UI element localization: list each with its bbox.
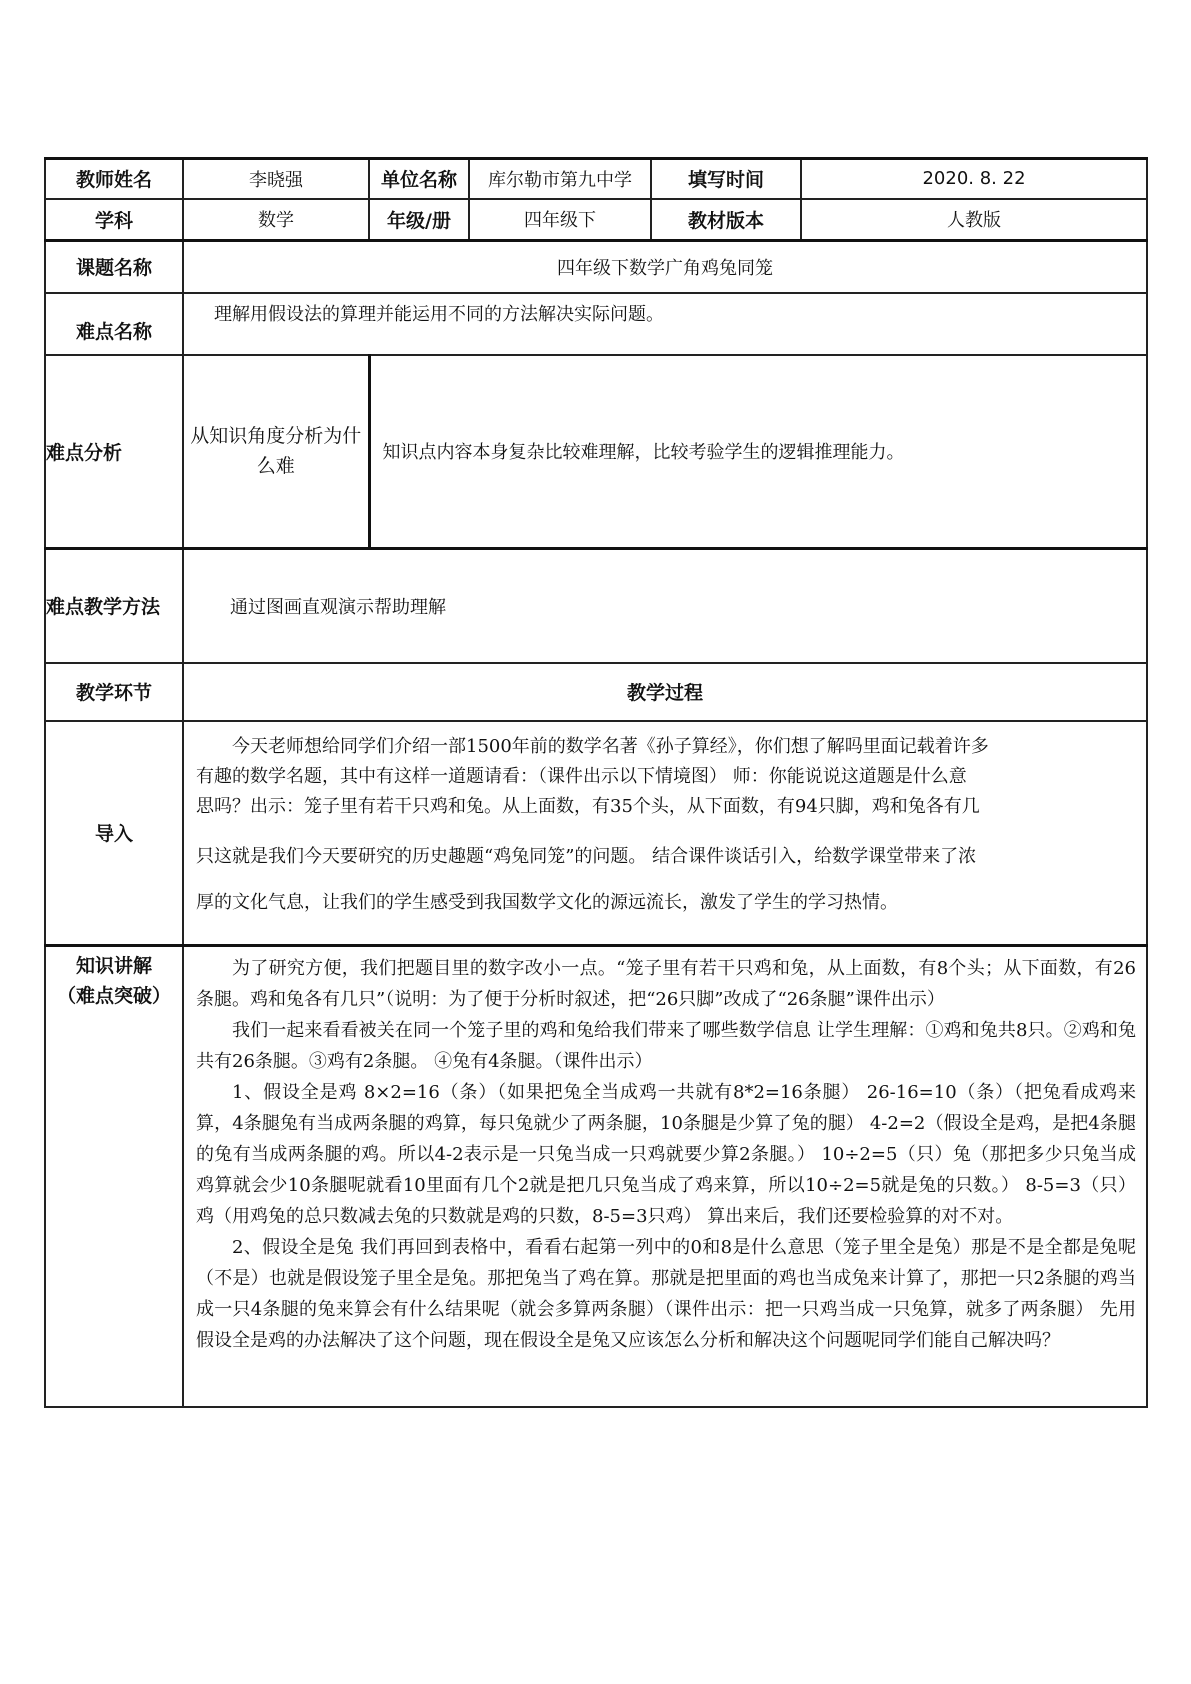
knowledge-paragraph: 2、假设全是兔 我们再回到表格中，看看右起第一列中的0和8是什么意思（笼子里全是兔）那是不是全都是兔呢（不是）也就是假设笼子里全是兔。那把兔当了鸡在算。那就是把里面的鸡也当成兔来计算了，那把一只2条腿的鸡当成一只4条腿的兔来算会有什么结果呢（就会多算两条腿）（课件出示：把一只鸡当成一只兔算，就多了两条腿） 先用假设全是鸡的办法解决了这个问题，现在假设全是兔又应该怎么分析和解决这个问题呢同学们能自己解决吗？ [196,1237,1136,1351]
subject-value: 数学 [183,199,369,241]
knowledge-paragraph: 我们一起来看看被关在同一个笼子里的鸡和兔给我们带来了哪些数学信息 让学生理解：①鸡和兔共8只。②鸡和兔共有26条腿。③鸡有2条腿。 ④兔有4条腿。（课件出示） [196,1020,1136,1072]
intro-line: 有趣的数学名题，其中有这样一道题请看：（课件出示以下情境图） 师：你能说说这道题是什么意 [196,765,967,787]
method-label: 难点教学方法 [45,549,183,663]
difficulty-value: 理解用假设法的算理并能运用不同的方法解决实际问题。 [183,293,1147,355]
unit-name-label: 单位名称 [369,159,469,199]
edition-value: 人教版 [801,199,1147,241]
intro-line: 厚的文化气息，让我们的学生感受到我国数学文化的源远流长，激发了学生的学习热情。 [196,891,898,913]
method-value: 通过图画直观演示帮助理解 [183,549,1147,663]
knowledge-label-line2: （难点突破） [56,985,171,1007]
difficulty-label: 难点名称 [45,293,183,355]
topic-label: 课题名称 [45,241,183,293]
knowledge-text [184,947,1146,1356]
intro-line: 只这就是我们今天要研究的历史趣题“鸡兔同笼”的问题。 结合课件谈话引入，给数学课堂带来了浓 [196,845,977,867]
grade-value: 四年级下 [469,199,651,241]
intro-cell [183,721,1147,946]
process-title: 教学过程 [183,663,1147,721]
analysis-label: 难点分析 [45,355,183,549]
intro-line: 思吗？出示：笼子里有若干只鸡和兔。从上面数，有35个头，从下面数，有94只脚，鸡和兔各有几 [196,795,980,817]
topic-value: 四年级下数学广角鸡兔同笼 [183,241,1147,293]
intro-label: 导入 [45,721,183,946]
lesson-table [44,157,1148,1408]
knowledge-paragraph: 为了研究方便，我们把题目里的数字改小一点。“笼子里有若干只鸡和兔，从上面数，有8个头；从下面数，有26条腿。鸡和兔各有几只”（说明：为了便于分析时叙述，把“26只脚”改成了“26条腿”课件出示） [196,958,1136,1010]
fill-date-value: 2020. 8. 22 [801,159,1147,199]
teacher-name-value: 李晓强 [183,159,369,199]
knowledge-cell [183,946,1147,1407]
knowledge-label-line1: 知识讲解 [75,955,152,977]
teacher-name-label: 教师姓名 [45,159,183,199]
unit-name-value: 库尔勒市第九中学 [469,159,651,199]
fill-date-label: 填写时间 [651,159,801,199]
analysis-value: 知识点内容本身复杂比较难理解，比较考验学生的逻辑推理能力。 [369,355,1147,549]
analysis-sub-label: 从知识角度分析为什么难 [183,355,369,549]
subject-label: 学科 [45,199,183,241]
intro-line: 今天老师想给同学们介绍一部1500年前的数学名著《孙子算经》，你们想了解吗里面记载着许多 [196,735,989,757]
process-step-label: 教学环节 [45,663,183,721]
knowledge-paragraph: 1、假设全是鸡 8×2=16（条）（如果把兔全当成鸡一共就有8*2=16条腿） 26-16=10（条）（把兔看成鸡来算，4条腿兔有当成两条腿的鸡算，每只兔就少了两条腿，10条腿是少算了兔的腿） 4-2=2（假设全是鸡，是把4条腿的兔有当成两条腿的鸡。所以4-2表示是一只兔当成一只鸡就要少算2条腿。） 10÷2=5（只）兔（那把多少只兔当成鸡算就会少10条腿呢就看10里面有几个2就是把几只兔当成了鸡来算，所以10÷2=5就是兔的只数。） 8-5=3（只）鸡（用鸡兔的总只数减去兔的只数就是鸡的只数，8-5=3只鸡） 算出来后，我们还要检验算的对不对。 [196,1082,1136,1227]
intro-text [184,732,1146,918]
knowledge-label [45,946,183,1407]
edition-label: 教材版本 [651,199,801,241]
grade-label: 年级/册 [369,199,469,241]
